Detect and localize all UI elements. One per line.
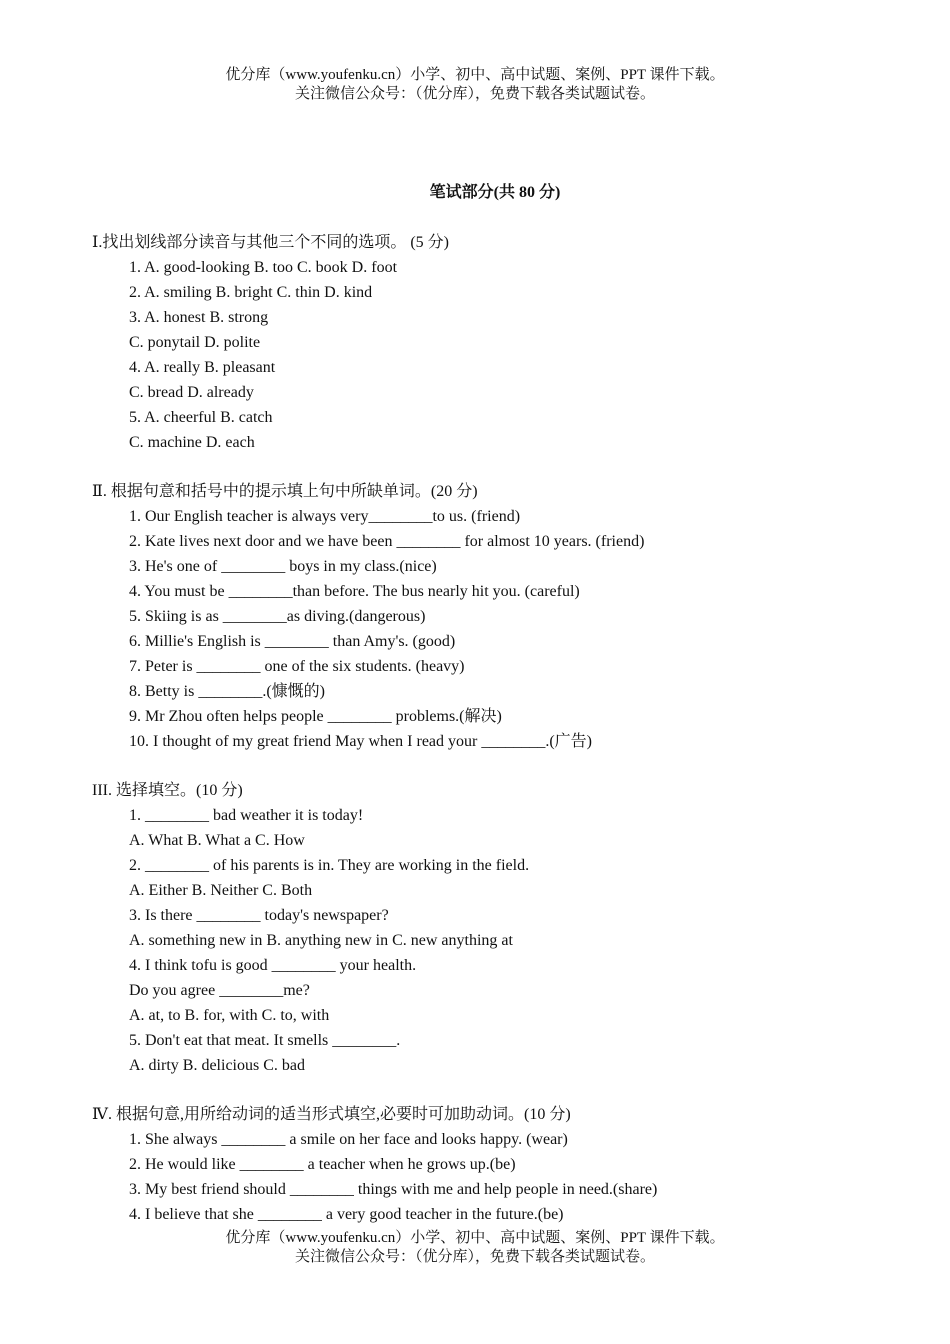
question-line: 1. Our English teacher is always very________to us. (friend): [129, 508, 521, 525]
question-line: 4. You must be ________than before. The bus nearly hit you. (careful): [129, 583, 580, 600]
question-line: 2. He would like ________ a teacher when he grows up.(be): [129, 1156, 516, 1173]
question-line: 4. A. really B. pleasant: [129, 359, 276, 376]
question-line: A. Either B. Neither C. Both: [129, 882, 313, 899]
question-line: 5. A. cheerful B. catch: [129, 409, 273, 426]
question-line: A. What B. What a C. How: [129, 832, 305, 849]
question-line: 1. A. good-looking B. too C. book D. foot: [129, 259, 398, 276]
section-heading: Ⅰ.找出划线部分读音与其他三个不同的选项。 (5 分): [92, 234, 449, 251]
header-line-2: 关注微信公众号：（优分库），免费下载各类试题试卷。: [294, 86, 655, 102]
question-line: 3. My best friend should ________ things with me and help people in need.(share): [129, 1181, 658, 1198]
question-line: 2. A. smiling B. bright C. thin D. kind: [129, 284, 373, 301]
question-line: 1. She always ________ a smile on her face and looks happy. (wear): [129, 1131, 568, 1148]
question-line: 6. Millie's English is ________ than Amy's. (good): [129, 633, 456, 650]
question-line: 8. Betty is ________.(慷慨的): [129, 683, 325, 700]
question-line: 9. Mr Zhou often helps people ________ problems.(解决): [129, 708, 502, 725]
question-line: 4. I think tofu is good ________ your health.: [129, 957, 417, 974]
page-footer: [0, 1229, 950, 1267]
question-line: 3. He's one of ________ boys in my class.(nice): [129, 558, 437, 575]
header-line-1: 优分库（www.youfenku.cn）小学、初中、高中试题、案例、PPT 课件下载。: [225, 67, 725, 83]
question-line: C. bread D. already: [129, 384, 254, 401]
question-line: 1. ________ bad weather it is today!: [129, 807, 364, 824]
question-line: 5. Don't eat that meat. It smells ________.: [129, 1032, 401, 1049]
question-line: A. something new in B. anything new in C. new anything at: [129, 932, 513, 949]
question-line: Do you agree ________me?: [129, 982, 310, 999]
footer-line-1: 优分库（www.youfenku.cn）小学、初中、高中试题、案例、PPT 课件下载。: [225, 1230, 725, 1246]
question-line: A. at, to B. for, with C. to, with: [129, 1007, 330, 1024]
section-heading: III. 选择填空。(10 分): [92, 782, 243, 799]
section-heading: Ⅱ. 根据句意和括号中的提示填上句中所缺单词。(20 分): [92, 483, 478, 500]
question-line: C. machine D. each: [129, 434, 255, 451]
question-line: A. dirty B. delicious C. bad: [129, 1057, 305, 1074]
question-line: 2. ________ of his parents is in. They are working in the field.: [129, 857, 530, 874]
question-line: 7. Peter is ________ one of the six students. (heavy): [129, 658, 465, 675]
footer-line-2: 关注微信公众号：（优分库），免费下载各类试题试卷。: [294, 1249, 655, 1265]
question-line: 2. Kate lives next door and we have been ________ for almost 10 years. (friend): [129, 533, 645, 550]
question-line: C. ponytail D. polite: [129, 334, 261, 351]
page-title: 笔试部分(共 80 分): [429, 184, 561, 201]
question-line: 4. I believe that she ________ a very good teacher in the future.(be): [129, 1206, 564, 1223]
question-line: 3. Is there ________ today's newspaper?: [129, 907, 389, 924]
question-line: 10. I thought of my great friend May when I read your ________.(广告): [129, 733, 593, 750]
question-line: 3. A. honest B. strong: [129, 309, 269, 326]
question-line: 5. Skiing is as ________as diving.(dangerous): [129, 608, 426, 625]
page-header: [0, 66, 950, 104]
section-heading: Ⅳ. 根据句意,用所给动词的适当形式填空,必要时可加助动词。(10 分): [92, 1106, 571, 1123]
